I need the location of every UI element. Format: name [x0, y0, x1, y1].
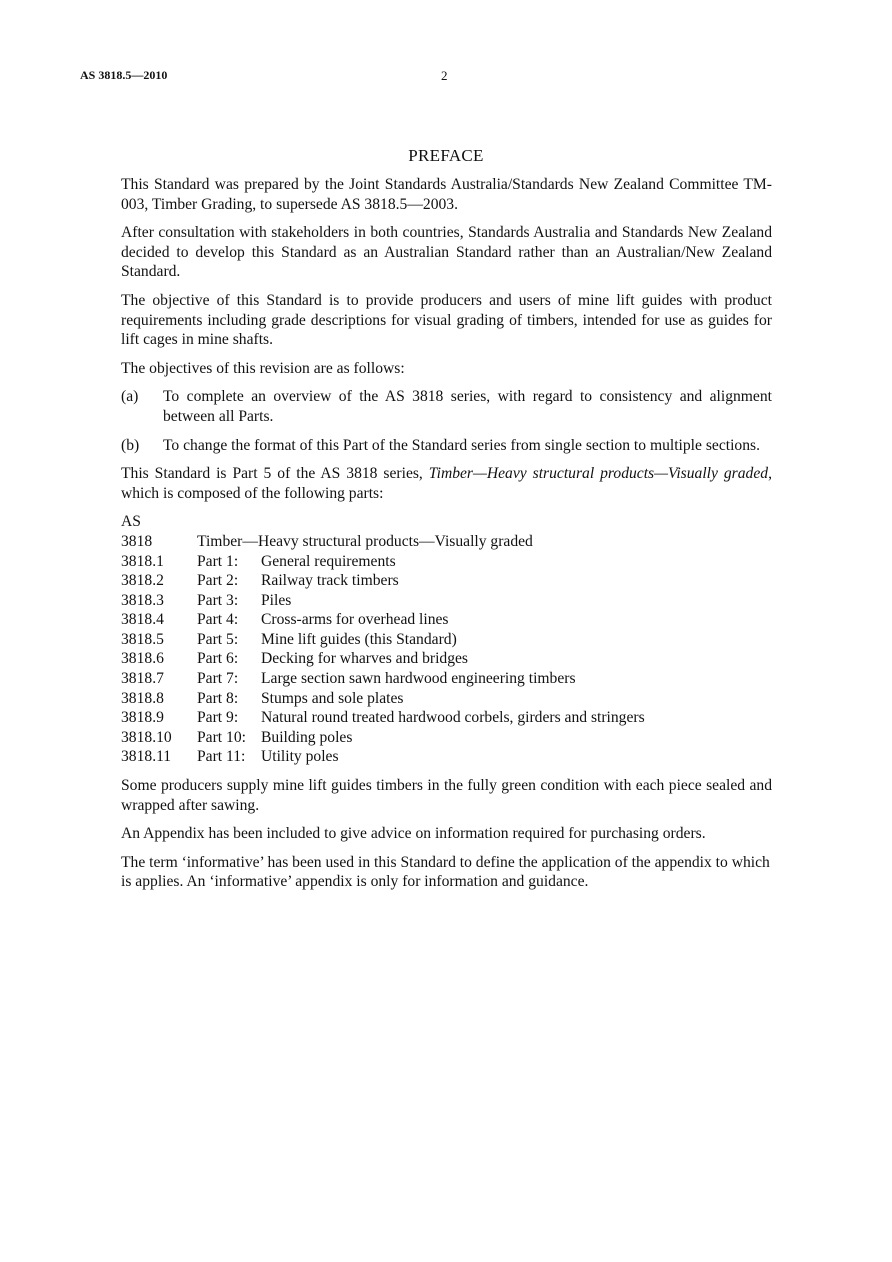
- part-number: 3818.5: [121, 630, 164, 648]
- part-label: Part 7:: [197, 670, 239, 688]
- paragraph-consultation: After consultation with stakeholders in both countries, Standards Australia and Standards New Zealand decided to develop this Standard as an Australian Standard rather than an Australian/New Zealand Standard.: [121, 224, 772, 281]
- list-item-objective-a: [121, 387, 772, 426]
- part-number: 3818.6: [121, 650, 164, 668]
- part-title: General requirements: [261, 552, 396, 570]
- part-title: Natural round treated hardwood corbels, girders and stringers: [261, 709, 645, 727]
- table-row: [121, 728, 645, 748]
- part-label: Part 3:: [197, 591, 239, 609]
- part-number: 3818.8: [121, 689, 164, 707]
- part-label: Part 10:: [197, 728, 246, 746]
- list-label: (a): [121, 388, 139, 406]
- paragraph-series-intro: [121, 464, 772, 503]
- part-title: Decking for wharves and bridges: [261, 650, 468, 668]
- page-number: 2: [441, 68, 448, 83]
- part-label: Part 5:: [197, 630, 239, 648]
- list-text: To complete an overview of the AS 3818 series, with regard to consistency and alignment between all Parts.: [163, 388, 772, 425]
- table-row: [121, 689, 645, 709]
- table-row: [121, 747, 645, 767]
- part-number: 3818.1: [121, 552, 164, 570]
- list-item-objective-b: [121, 436, 772, 456]
- list-label: (b): [121, 436, 140, 454]
- part-number: 3818.11: [121, 748, 172, 766]
- series-title-italic: Timber—Heavy structural products—Visually graded: [428, 465, 769, 483]
- part-number: 3818: [121, 532, 153, 550]
- paragraph-appendix: An Appendix has been included to give advice on information required for purchasing orders.: [121, 825, 706, 843]
- part-title: Railway track timbers: [261, 572, 399, 590]
- table-row: [121, 610, 645, 630]
- preface-body: [121, 175, 772, 892]
- part-number: 3818.7: [121, 670, 164, 688]
- table-row: [121, 630, 645, 650]
- part-number: 3818.9: [121, 709, 164, 727]
- series-prefix: AS: [121, 513, 141, 531]
- part-number: 3818.2: [121, 572, 164, 590]
- page-title: PREFACE: [408, 146, 484, 165]
- part-title: Stumps and sole plates: [261, 689, 404, 707]
- standard-id: AS 3818.5—2010: [80, 68, 168, 82]
- paragraph-committee: This Standard was prepared by the Joint Standards Australia/Standards New Zealand Committee TM-003, Timber Grading, to supersede AS 3818.5—2003.: [121, 176, 772, 213]
- part-label: Part 8:: [197, 689, 239, 707]
- series-intro-text: This Standard is Part 5 of the AS 3818 series,: [121, 465, 429, 483]
- part-title: Mine lift guides (this Standard): [261, 630, 457, 648]
- series-parts-table: [121, 532, 645, 767]
- part-label: Part 4:: [197, 611, 239, 629]
- paragraph-objective: The objective of this Standard is to provide producers and users of mine lift guides with product requirements including grade descriptions for visual grading of timbers, intended for use as guides for lift cages in mine shafts.: [121, 291, 772, 349]
- table-row: [121, 571, 645, 591]
- part-label: Part 1:: [197, 552, 239, 570]
- part-title: Building poles: [261, 728, 353, 746]
- part-title: Timber—Heavy structural products—Visually graded: [197, 532, 533, 550]
- part-title: Utility poles: [261, 748, 339, 766]
- table-row: [121, 708, 645, 728]
- series-intro-suffix: , which is composed of the following parts:: [121, 465, 772, 502]
- list-text: To change the format of this Part of the Standard series from single section to multiple sections.: [163, 436, 760, 454]
- table-row: [121, 552, 645, 572]
- part-label: Part 2:: [197, 572, 239, 590]
- part-number: 3818.3: [121, 591, 164, 609]
- paragraph-green-condition: Some producers supply mine lift guides timbers in the fully green condition with each piece sealed and wrapped after sawing.: [121, 777, 772, 814]
- table-row: [121, 591, 645, 611]
- part-title: Large section sawn hardwood engineering timbers: [261, 670, 576, 688]
- part-number: 3818.4: [121, 611, 164, 629]
- table-row: [121, 649, 645, 669]
- table-row: [121, 669, 645, 689]
- paragraph-revision-intro: The objectives of this revision are as follows:: [121, 359, 405, 377]
- paragraph-informative: The term ‘informative’ has been used in this Standard to define the application of the appendix to which is applies. An ‘informative’ appendix is only for information and guidance.: [121, 853, 770, 891]
- part-label: Part 6:: [197, 650, 239, 668]
- part-number: 3818.10: [121, 728, 172, 746]
- part-label: Part 9:: [197, 709, 239, 727]
- part-label: Part 11:: [197, 748, 246, 766]
- part-title: Piles: [261, 591, 292, 609]
- table-row: [121, 532, 645, 552]
- part-title: Cross-arms for overhead lines: [261, 611, 449, 629]
